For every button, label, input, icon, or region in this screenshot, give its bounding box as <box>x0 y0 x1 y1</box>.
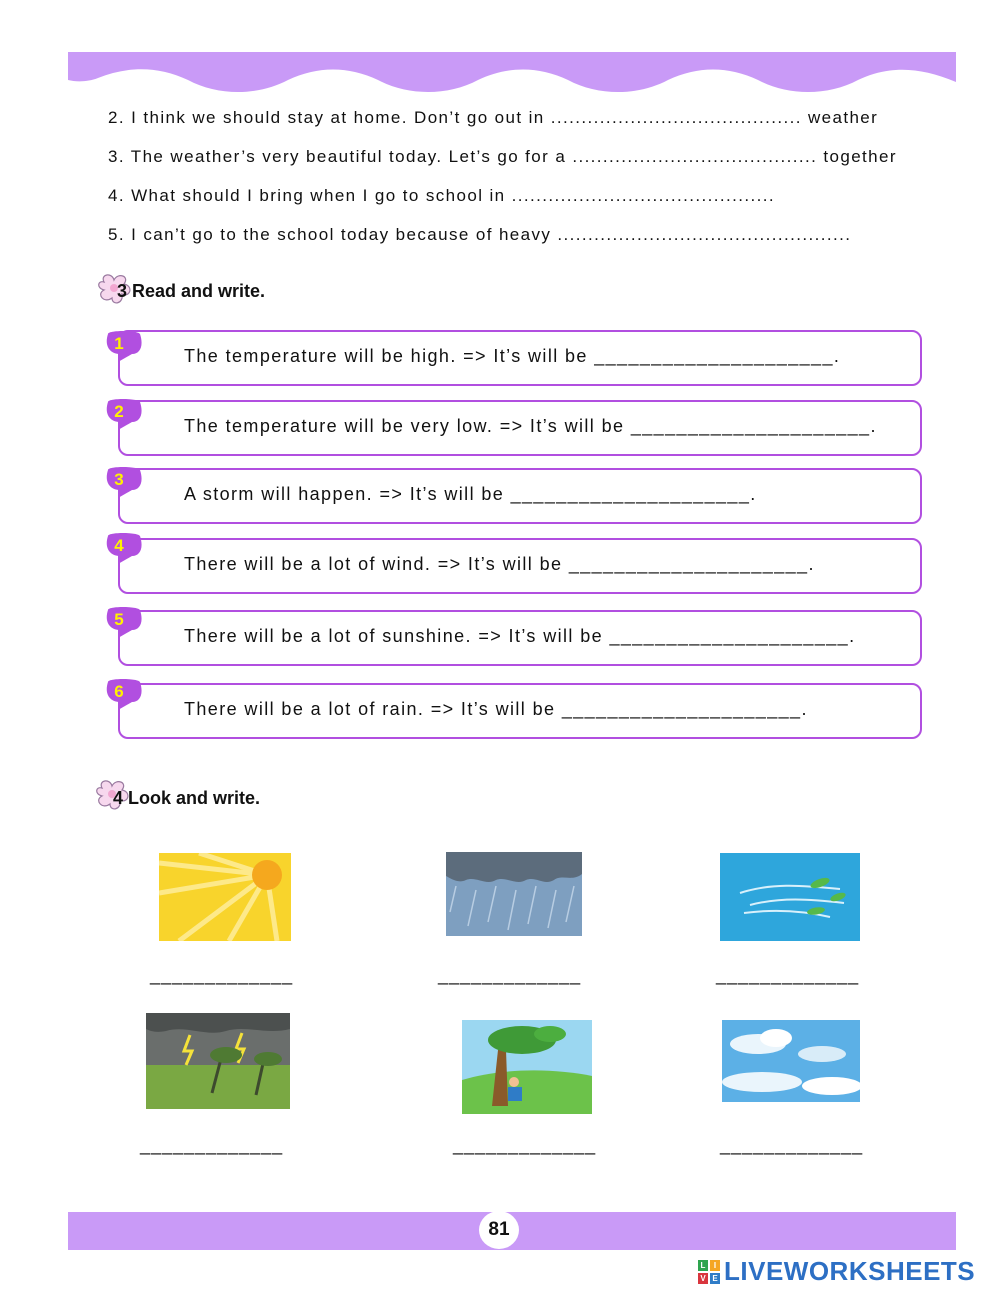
page-number: 81 <box>488 1219 510 1240</box>
cloudy-picture-icon <box>722 1020 860 1102</box>
read-write-item-6 <box>118 683 922 739</box>
read-write-item-4 <box>118 538 922 594</box>
stormy-picture-icon <box>146 1013 290 1109</box>
number-badge: 3 <box>104 466 144 498</box>
answer-blank-6[interactable]: _____________ <box>720 1135 864 1155</box>
brand-name: LIVEWORKSHEETS <box>724 1256 976 1286</box>
answer-blank-3[interactable]: _____________ <box>716 965 860 985</box>
item-text: There will be a lot of rain. => It’s will be _____________________. <box>184 699 808 719</box>
page-number-badge <box>479 1211 519 1249</box>
item-text: There will be a lot of sunshine. => It’s will be _____________________. <box>184 626 856 646</box>
fill-item-5: 5. I can’t go to the school today because of heavy ................................................ <box>108 225 852 244</box>
read-write-item-3 <box>118 468 922 524</box>
number-badge: 6 <box>104 678 144 710</box>
item-text: The temperature will be high. => It’s will be _____________________. <box>184 346 841 366</box>
answer-blank-5[interactable]: _____________ <box>453 1135 597 1155</box>
number-badge: 2 <box>104 398 144 430</box>
number-badge: 5 <box>104 606 144 638</box>
sunny-picture-icon <box>159 853 291 941</box>
number-badge: 1 <box>104 330 144 362</box>
item-text: A storm will happen. => It’s will be _____________________. <box>184 484 757 504</box>
item-text: The temperature will be very low. => It’s will be _____________________. <box>184 416 877 436</box>
read-write-item-5 <box>118 610 922 666</box>
windy-picture-icon <box>720 853 860 941</box>
fill-item-3: 3. The weather’s very beautiful today. Let’s go for a ........................................ together <box>108 147 897 166</box>
answer-blank-2[interactable]: _____________ <box>438 965 582 985</box>
header-band <box>68 52 956 100</box>
read-write-item-1 <box>118 330 922 386</box>
sunny-tree-picture-icon <box>462 1020 592 1114</box>
read-write-item-2 <box>118 400 922 456</box>
item-text: There will be a lot of wind. => It’s will be _____________________. <box>184 554 815 574</box>
section4-title: 4 Look and write. <box>113 788 261 808</box>
section3-title: 3 Read and write. <box>117 281 266 301</box>
rainy-picture-icon <box>446 852 582 936</box>
answer-blank-4[interactable]: _____________ <box>140 1135 284 1155</box>
number-badge: 4 <box>104 532 144 564</box>
fill-item-2: 2. I think we should stay at home. Don’t go out in ......................................... weather <box>108 108 879 127</box>
fill-item-4: 4. What should I bring when I go to school in ........................................... <box>108 186 775 205</box>
answer-blank-1[interactable]: _____________ <box>150 965 294 985</box>
